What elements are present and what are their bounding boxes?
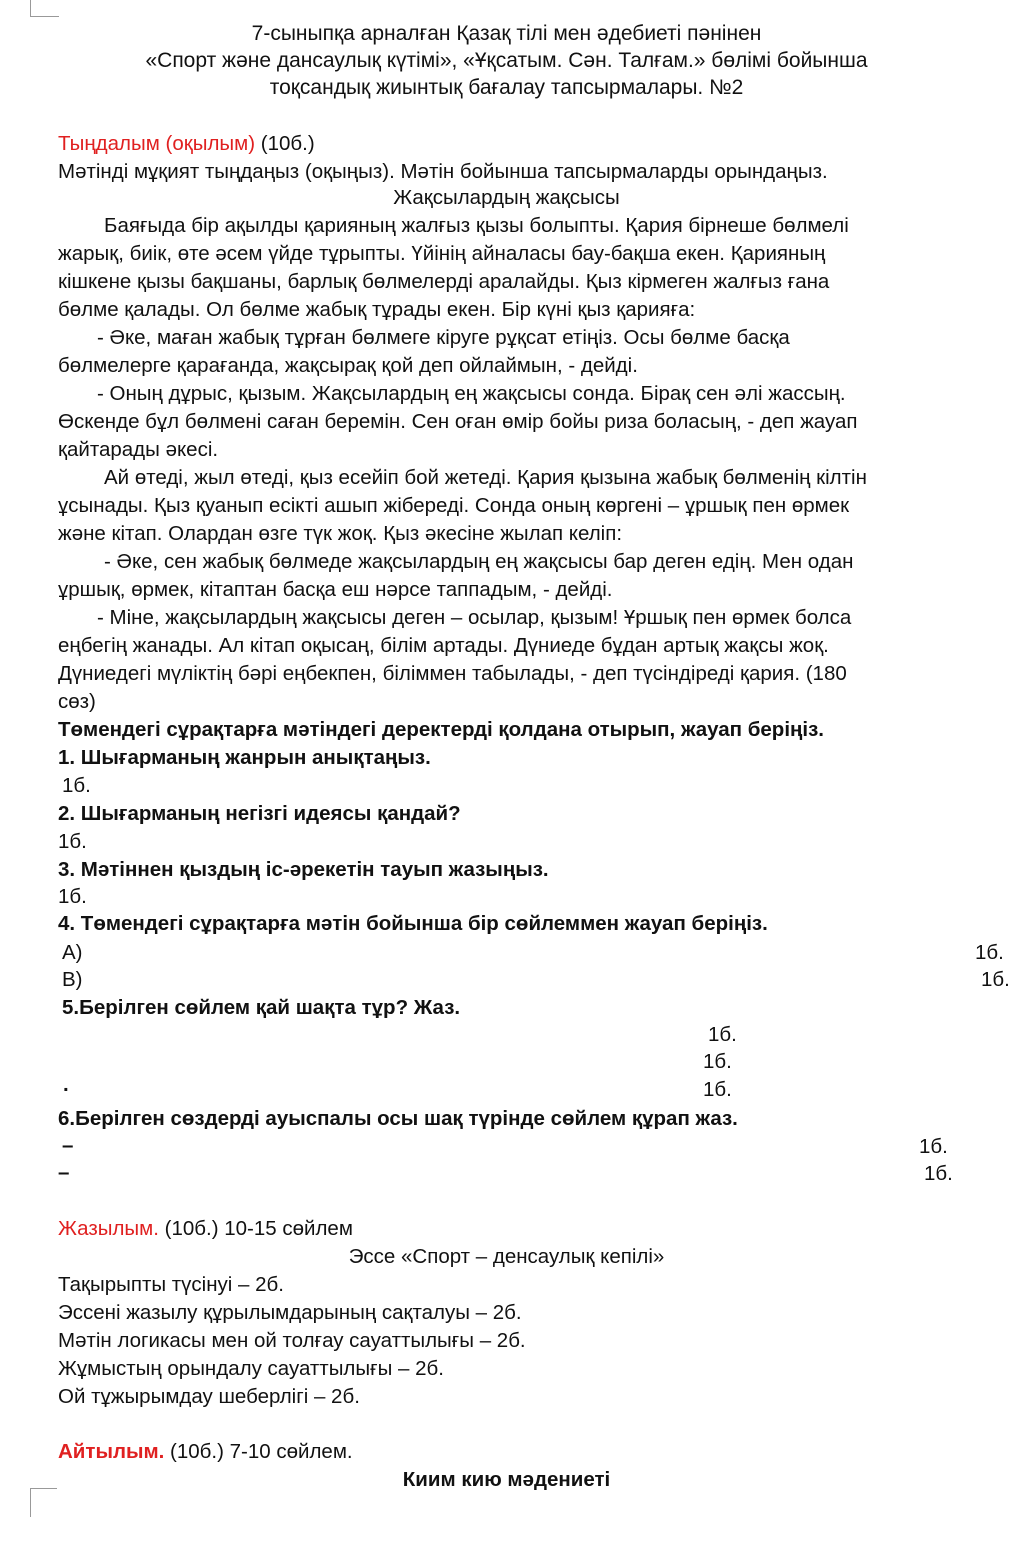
question-5: 5.Берілген сөйлем қай шақта тұр? Жаз. <box>62 996 461 1019</box>
question-3: 3. Мәтіннен қыздың іс-әрекетін тауып жазыңыз. <box>58 858 549 881</box>
header-line-2: «Спорт және дансаулық күтімі», «Ұқсатым. Сән. Талғам.» бөлімі бойынша <box>145 49 868 72</box>
essay-title: Эссе «Спорт – денсаулық кепілі» <box>348 1245 665 1268</box>
question-6-points-1: 1б. <box>919 1135 948 1158</box>
question-4-b: В) <box>62 968 83 991</box>
text-line: ұршық, өрмек, кітаптан басқа еш нәрсе таппадым, - дейді. <box>58 578 613 601</box>
question-6-points-2: 1б. <box>924 1162 953 1185</box>
writing-points: (10б.) 10-15 сөйлем <box>164 1217 353 1240</box>
speaking-heading-line <box>58 1439 353 1465</box>
question-6-dash-2: – <box>58 1161 70 1184</box>
question-5-points-3: 1б. <box>703 1078 732 1101</box>
text-line: Баяғыда бір ақылды қарияның жалғыз қызы болыпты. Қария бірнеше бөлмелі <box>104 214 849 237</box>
listening-heading: Тыңдалым (оқылым) <box>58 132 256 155</box>
criteria-item: Жұмыстың орындалу сауаттылығы – 2б. <box>58 1357 444 1380</box>
criteria-item: Тақырыпты түсінуі – 2б. <box>58 1273 284 1296</box>
text-line: Ай өтеді, жыл өтеді, қыз есейіп бой жетеді. Қария қызына жабық бөлменің кілтін <box>104 466 867 489</box>
criteria-item: Ой тұжырымдау шеберлігі – 2б. <box>58 1385 360 1408</box>
speaking-topic: Киим кию мәдениеті <box>402 1468 611 1491</box>
questions-intro: Төмендегі сұрақтарға мәтіндегі деректерді қолдана отырып, жауап беріңіз. <box>58 718 824 741</box>
text-line: еңбегің жанады. Ал кітап оқысаң, білім артады. Дүниеде бұдан артық жақсы жоқ. <box>58 634 829 657</box>
text-line: - Әке, маған жабық тұрған бөлмеге кіруге рұқсат етіңіз. Осы бөлме басқа <box>97 326 790 349</box>
text-title: Жақсылардың жақсысы <box>393 186 620 209</box>
question-4: 4. Төмендегі сұрақтарға мәтін бойынша бір сөйлеммен жауап беріңіз. <box>58 912 768 935</box>
header-line-3: тоқсандық жиынтық бағалау тапсырмалары. №2 <box>269 76 744 99</box>
question-2-points: 1б. <box>58 830 87 853</box>
question-5-dot: . <box>63 1073 69 1096</box>
header-line-1: 7-сыныпқа арналған Қазақ тілі мен әдебиеті пәнінен <box>251 22 762 45</box>
text-line: ұсынады. Қыз қуанып есікті ашып жібереді. Сонда оның көргені – ұршық пен өрмек <box>58 494 850 517</box>
criteria-item: Мәтін логикасы мен ой толғау сауаттылығы – 2б. <box>58 1329 526 1352</box>
text-line: Өскенде бұл бөлмені саған беремін. Сен оған өмір бойы риза боласың, - деп жауап <box>58 410 858 433</box>
question-4-a-points: 1б. <box>975 941 1004 964</box>
text-line: және кітап. Олардан өзге түк жоқ. Қыз әкесіне жылап келіп: <box>58 522 623 545</box>
text-line: - Міне, жақсылардың жақсысы деген – осылар, қызым! Ұршық пен өрмек болса <box>97 606 852 629</box>
question-5-points-1: 1б. <box>708 1023 737 1046</box>
listening-points: (10б.) <box>260 132 315 155</box>
text-line: жарық, биік, өте әсем үйде тұрыпты. Үйінің айналасы бау-бақша екен. Қарияның <box>58 242 826 265</box>
text-line: бөлмелерге қарағанда, жақсырақ қой деп ойлаймын, - дейді. <box>58 354 638 377</box>
listening-instruction: Мәтінді мұқият тыңдаңыз (оқыңыз). Мәтін бойынша тапсырмаларды орындаңыз. <box>58 160 828 183</box>
question-1: 1. Шығарманың жанрын анықтаңыз. <box>58 746 431 769</box>
text-line: сөз) <box>58 690 96 713</box>
text-line: қайтарады әкесі. <box>58 438 219 461</box>
speaking-points: (10б.) 7-10 сөйлем. <box>170 1440 353 1463</box>
question-5-points-2: 1б. <box>703 1050 732 1073</box>
question-4-b-points: 1б. <box>981 968 1010 991</box>
text-line: Дүниедегі мүліктің бәрі еңбекпен, біліммен табылады, - деп түсіндіреді қария. (180 <box>58 662 847 685</box>
writing-heading: Жазылым. <box>58 1217 159 1240</box>
text-line: кішкене қызы бақшаны, барлық бөлмелерді аралайды. Қыз кірмеген жалғыз ғана <box>58 270 830 293</box>
question-6-dash-1: – <box>62 1134 74 1157</box>
crop-mark-top <box>30 0 59 17</box>
listening-heading-line <box>58 131 315 157</box>
question-3-points: 1б. <box>58 885 87 908</box>
text-line: - Оның дұрыс, қызым. Жақсылардың ең жақсысы сонда. Бірақ сен әлі жассың. <box>97 382 846 405</box>
speaking-heading: Айтылым. <box>58 1440 165 1463</box>
text-line: - Әке, сен жабық бөлмеде жақсылардың ең жақсысы бар деген едің. Мен одан <box>104 550 854 573</box>
question-4-a: А) <box>62 941 83 964</box>
text-line: бөлме қалады. Ол бөлме жабық тұрады екен. Бір күні қыз қарияға: <box>58 298 696 321</box>
question-2: 2. Шығарманың негізгі идеясы қандай? <box>58 802 461 825</box>
question-6: 6.Берілген сөздерді ауыспалы осы шақ түрінде сөйлем құрап жаз. <box>58 1107 738 1130</box>
criteria-item: Эссені жазылу құрылымдарының сақталуы – 2б. <box>58 1301 522 1324</box>
writing-heading-line <box>58 1216 353 1242</box>
question-1-points: 1б. <box>62 774 91 797</box>
